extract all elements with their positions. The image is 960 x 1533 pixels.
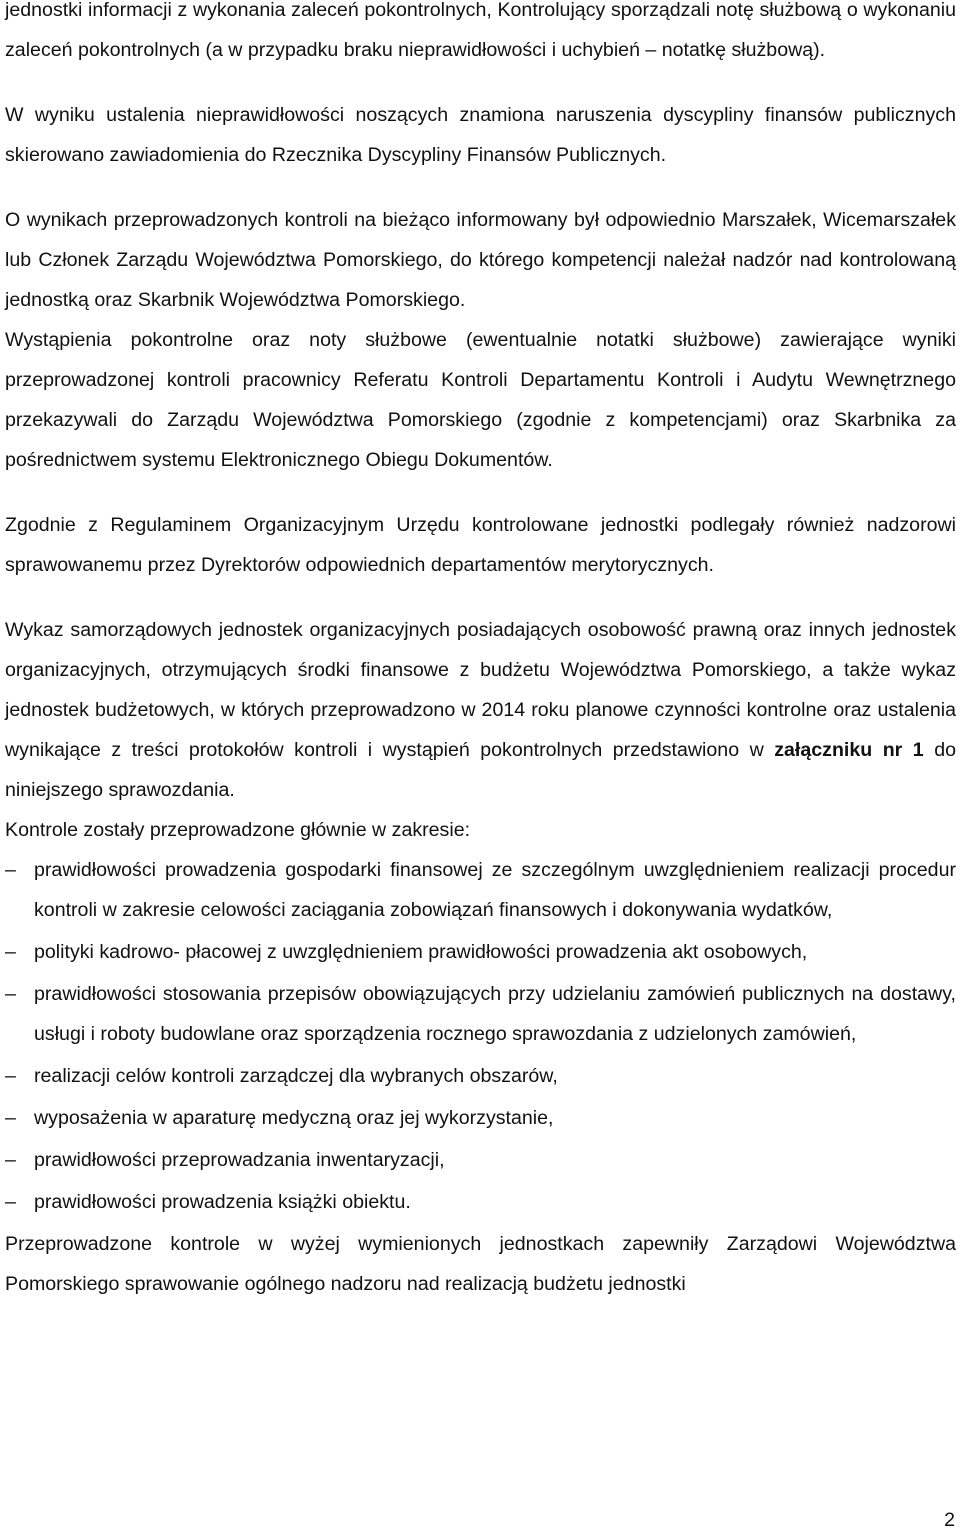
paragraph-units-list [5,610,956,810]
paragraph-post-control-statements: Wystąpienia pokontrolne oraz noty służbowe (ewentualnie notatki służbowe) zawierające wyniki przeprowadzonej kontroli pracownicy Referatu Kontroli Departamentu Kontroli i Audytu Wewnętrznego przekazywali do Zarządu Województwa Pomorskiego (zgodnie z kompetencjami) oraz Skarbnika za pośrednictwem systemu Elektronicznego Obiegu Dokumentów. [5,329,956,471]
list-item-text: prawidłowości prowadzenia książki obiektu. [34,1191,411,1213]
paragraph-control-results: O wynikach przeprowadzonych kontroli na bieżąco informowany był odpowiednio Marszałek, Wicemarszałek lub Członek Zarządu Województwa Pomorskiego, do którego kompetencji należał nadzór nad kontrolowaną jednostką oraz Skarbnik Województwa Pomorskiego. [5,209,956,311]
list-item-text: wyposażenia w aparaturę medyczną oraz jej wykorzystanie, [34,1107,554,1129]
paragraph-recommendations: jednostki informacji z wykonania zaleceń pokontrolnych, Kontrolujący sporządzali notę służbową o wykonaniu zaleceń pokontrolnych (a w przypadku braku nieprawidłowości i uchybień – notatkę służbową). [5,0,956,61]
list-item-text: prawidłowości przeprowadzania inwentaryzacji, [34,1149,445,1171]
list-item [5,1056,956,1096]
page-number: 2 [944,1509,955,1531]
list-item-text: realizacji celów kontroli zarządczej dla wybranych obszarów, [34,1065,558,1087]
dash-bullet: – [5,1065,16,1087]
units-list-text-end: do niniejszego sprawozdania. [5,739,956,801]
units-list-text: Wykaz samorządowych jednostek organizacyjnych posiadających osobowość prawną oraz innych jednostek organizacyjnych, otrzymujących środki finansowe z budżetu Województwa Pomorskiego, a także wykaz jednostek budżetowych, w których przeprowadzono w 2014 roku planowe czynności kontrolne oraz ustalenia wynikające z treści protokołów kontroli i wystąpień pokontrolnych przedstawiono w [5,619,956,761]
dash-bullet: – [5,1107,16,1129]
document-page [5,0,956,1304]
list-item [5,932,956,972]
paragraph-regulations: Zgodnie z Regulaminem Organizacyjnym Urzędu kontrolowane jednostki podlegały również nadzorowi sprawowanemu przez Dyrektorów odpowiednich departamentów merytorycznych. [5,514,956,576]
list-item-text: polityki kadrowo- płacowej z uwzględnieniem prawidłowości prowadzenia akt osobowych, [34,941,808,963]
list-item-text: prawidłowości prowadzenia gospodarki finansowej ze szczególnym uwzględnieniem realizacji procedur kontroli w zakresie celowości zaciągania zobowiązań finansowych i dokonywania wydatków, [34,859,956,921]
dash-bullet: – [5,859,16,881]
list-item [5,974,956,1054]
dash-bullet: – [5,1191,16,1213]
list-item [5,850,956,930]
paragraph-scope-intro: Kontrole zostały przeprowadzone głównie w zakresie: [5,819,471,841]
dash-bullet: – [5,1149,16,1171]
list-item [5,1182,956,1222]
dash-bullet: – [5,941,16,963]
attachment-reference: załączniku nr 1 [774,739,924,761]
list-item [5,1098,956,1138]
dash-bullet: – [5,983,16,1005]
list-item-text: prawidłowości stosowania przepisów obowiązujących przy udzielaniu zamówień publicznych na dostawy, usługi i roboty budowlane oraz sporządzenia rocznego sprawozdania z udzielonych zamówień, [34,983,956,1045]
list-item [5,1140,956,1180]
paragraph-conclusion: Przeprowadzone kontrole w wyżej wymienionych jednostkach zapewniły Zarządowi Województwa Pomorskiego sprawowanie ogólnego nadzoru nad realizacją budżetu jednostki [5,1233,956,1295]
scope-list [5,850,956,1222]
paragraph-discipline-notices: W wyniku ustalenia nieprawidłowości noszących znamiona naruszenia dyscypliny finansów publicznych skierowano zawiadomienia do Rzecznika Dyscypliny Finansów Publicznych. [5,104,956,166]
